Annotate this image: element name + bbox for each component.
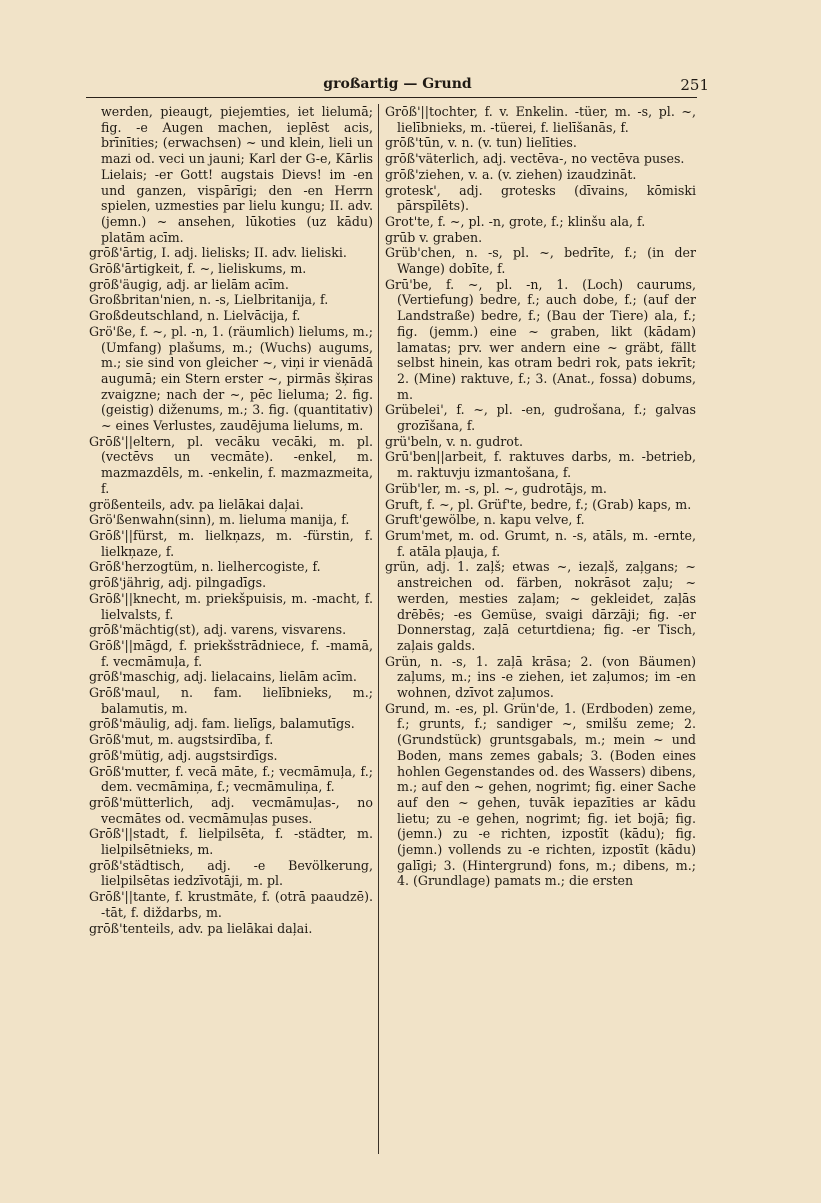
dictionary-entry: Grüb'ler, m. -s, pl. ~, gudrotājs, m. <box>385 480 607 496</box>
dictionary-entry: Grund, m. -es, pl. Grün'de, 1. (Erdboden) zeme, f.; grunts, f.; sandiger ~, smilšu zeme; 2. (Grundstück) gruntsgabals, m.; mein ~ und Boden, mans zemes gabals; 3. (Boden eines hohlen Gegenstandes od. des Wassers) dibens, m.; auf den ~ gehen, nogrimt; fig. einer Sache auf den ~ gehen, tuvāk iepazīties ar kādu lietu; zu -e gehen, nogrimt; fig. iet bojā; fig. (jemn.) zu -e richten, izpostīt (kādu); fig. (jemn.) vollends zu -e richten, izpostīt (kādu) galīgi; 3. (Hintergrund) fons, m.; dibens, m.; 4. (Grundlage) pamats m.; die ersten <box>385 700 696 889</box>
dictionary-entry: Grōß'||knecht, m. priekšpuisis, m. -macht, f. lielvalsts, f. <box>89 590 373 622</box>
dictionary-entry: Grum'met, m. od. Grumt, n. -s, atāls, m. -ernte, f. atāla pļauja, f. <box>385 527 696 559</box>
dictionary-entry: grōß'väterlich, adj. vectēva-, no vectēva puses. <box>385 151 685 167</box>
dictionary-entry: Grōß'mut, m. augstsirdība, f. <box>89 732 274 748</box>
dictionary-entry: Grot'te, f. ~, pl. -n, grote, f.; klinšu ala, f. <box>385 213 646 229</box>
page-number: 251 <box>680 76 709 94</box>
dictionary-entry: grōß'mütig, adj. augstsirdīgs. <box>89 747 278 763</box>
dictionary-entry: grotesk', adj. grotesks (dīvains, kōmiski pārspīlēts). <box>385 182 696 214</box>
dictionary-entry: Grübelei', f. ~, pl. -en, gudrošana, f.; galvas grozīšana, f. <box>385 402 696 434</box>
dictionary-entry: grōß'mäulig, adj. fam. lielīgs, balamutīgs. <box>89 716 355 732</box>
dictionary-entry: grōß'mächtig(st), adj. varens, visvarens. <box>89 622 347 638</box>
left-column <box>89 104 373 1164</box>
dictionary-entry: Großdeutschland, n. Lielvācija, f. <box>89 308 301 324</box>
dictionary-entry: Grōß'mutter, f. vecā māte, f.; vecmāmuļa, f.; dem. vecmāmiņa, f.; vecmāmuliņa, f. <box>89 763 373 795</box>
dictionary-entry: Gruft'gewölbe, n. kapu velve, f. <box>385 512 585 528</box>
dictionary-entry: grūb v. graben. <box>385 229 483 245</box>
dictionary-entry: Grōß'herzogtüm, n. lielhercogiste, f. <box>89 559 321 575</box>
header-rule <box>86 97 697 98</box>
dictionary-entry: Gruft, f. ~, pl. Grüf'te, bedre, f.; (Grab) kaps, m. <box>385 496 692 512</box>
dictionary-entry: Grün, n. -s, 1. zaļā krāsa; 2. (von Bäumen) zaļums, m.; ins -e ziehen, iet zaļumos; im -en wohnen, dzīvot zaļumos. <box>385 653 696 701</box>
dictionary-entry: grōß'ārtig, I. adj. lielisks; II. adv. lieliski. <box>89 245 347 261</box>
dictionary-entry: Grōß'||eltern, pl. vecāku vecāki, m. pl. (vectēvs un vecmāte). -enkel, m. mazmazdēls, m. -enkelin, f. mazmazmeita, f. <box>89 433 373 496</box>
right-column <box>385 104 696 1164</box>
dictionary-entry: Grōß'||tante, f. krustmāte, f. (otrā paaudzē). -tāt, f. diždarbs, m. <box>89 889 373 920</box>
dictionary-entry: grü'beln, v. n. gudrot. <box>385 433 523 449</box>
column-divider <box>378 104 379 1154</box>
dictionary-entry: grōß'mütterlich, adj. vecmāmuļas-, no vecmātes od. vecmāmuļas puses. <box>89 794 373 826</box>
dictionary-entry: Grö'ße, f. ~, pl. -n, 1. (räumlich) lielums, m.; (Umfang) plašums, m.; (Wuchs) augums, m.; sie sind von gleicher ~, viņi ir vienādā augumā; ein Stern erster ~, pirmās šķiras zvaigzne; nach der ~, pēc lieluma; 2. fig. (geistig) diženums, m.; 3. fig. (quantitativ) ~ eines Verlustes, zaudējuma lielums, m. <box>89 323 373 434</box>
dictionary-entry: grōß'tenteils, adv. pa lielākai daļai. <box>89 920 313 936</box>
dictionary-entry: werden, pieaugt, piejemties, iet lielumā; fig. -e Augen machen, ieplēst acis, brīnīties; (erwachsen) ~ und klein, lieli un mazi od. veci un jauni; Karl der G-e, Kārlis Lielais; -er Gott! augstais Dievs! im -en und ganzen, vispārīgi; den -en Herrn spielen, uzmesties par lielu kungu; II. adv. (jemn.) ~ ansehen, lūkoties (uz kādu) platām acīm. <box>101 104 373 245</box>
dictionary-entry: Grōß'||māgd, f. priekšstrādniece, f. -mamā, f. vecmāmuļa, f. <box>89 637 373 669</box>
page-header <box>86 76 709 98</box>
dictionary-entry: Grōß'||tochter, f. v. Enkelin. -tüer, m. -s, pl. ~, lielībnieks, m. -tüerei, f. lielīšanās, f. <box>385 104 696 135</box>
dictionary-entry: grōß'städtisch, adj. -e Bevölkerung, lielpilsētas iedzīvotāji, m. pl. <box>89 857 373 889</box>
dictionary-entry: Grōß'||fürst, m. lielkņazs, m. -fürstin, f. lielkņaze, f. <box>89 527 373 559</box>
dictionary-entry: Grö'ßenwahn(sinn), m. lieluma manija, f. <box>89 512 350 528</box>
dictionary-entry: grün, adj. 1. zaļš; etwas ~, iezaļš, zaļgans; ~ anstreichen od. färben, nokrāsot zaļu; ~ werden, mesties zaļam; ~ gekleidet, zaļās drēbēs; -es Gemüse, svaigi dārzāji; fig. -er Donnerstag, zaļā ceturtdiena; fig. -er Tisch, zaļais galds. <box>385 559 696 653</box>
dictionary-entry: Grū'be, f. ~, pl. -n, 1. (Loch) caurums, (Vertiefung) bedre, f.; auch dobe, f.; (auf der Landstraße) bedre, f.; (Bau der Tiere) ala, f.; fig. (jemm.) eine ~ graben, likt (kādam) lamatas; prv. wer andern eine ~ gräbt, fällt selbst hinein, kas otram bedri rok, pats iekrīt; 2. (Mine) raktuve, f.; 3. (Anat., fossa) dobums, m. <box>385 276 696 402</box>
dictionary-entry: grōß'äugig, adj. ar lielām acīm. <box>89 276 289 292</box>
dictionary-entry: Grōß'||stadt, f. lielpilsēta, f. -städter, m. lielpilsētnieks, m. <box>89 826 373 858</box>
dictionary-entry: grōß'tūn, v. n. (v. tun) lielīties. <box>385 135 577 151</box>
dictionary-entry: Grōß'ārtigkeit, f. ~, lieliskums, m. <box>89 261 307 277</box>
running-head: großartig — Grund <box>323 76 472 92</box>
dictionary-entry: größenteils, adv. pa lielākai daļai. <box>89 496 304 512</box>
dictionary-entry: Grū'ben||arbeit, f. raktuves darbs, m. -betrieb, m. raktuvju izmantošana, f. <box>385 449 696 481</box>
dictionary-entry: grōß'maschig, adj. lielacains, lielām acīm. <box>89 669 357 685</box>
dictionary-entry: Grōß'maul, n. fam. lielībnieks, m.; balamutis, m. <box>89 685 373 716</box>
dictionary-entry: Grüb'chen, n. -s, pl. ~, bedrīte, f.; (in der Wange) dobīte, f. <box>385 245 696 277</box>
dictionary-entry: grōß'jährig, adj. pilngadīgs. <box>89 575 267 591</box>
dictionary-entry: Großbritan'nien, n. -s, Lielbritanija, f. <box>89 292 329 308</box>
dictionary-entry: grōß'ziehen, v. a. (v. ziehen) izaudzināt. <box>385 166 637 182</box>
